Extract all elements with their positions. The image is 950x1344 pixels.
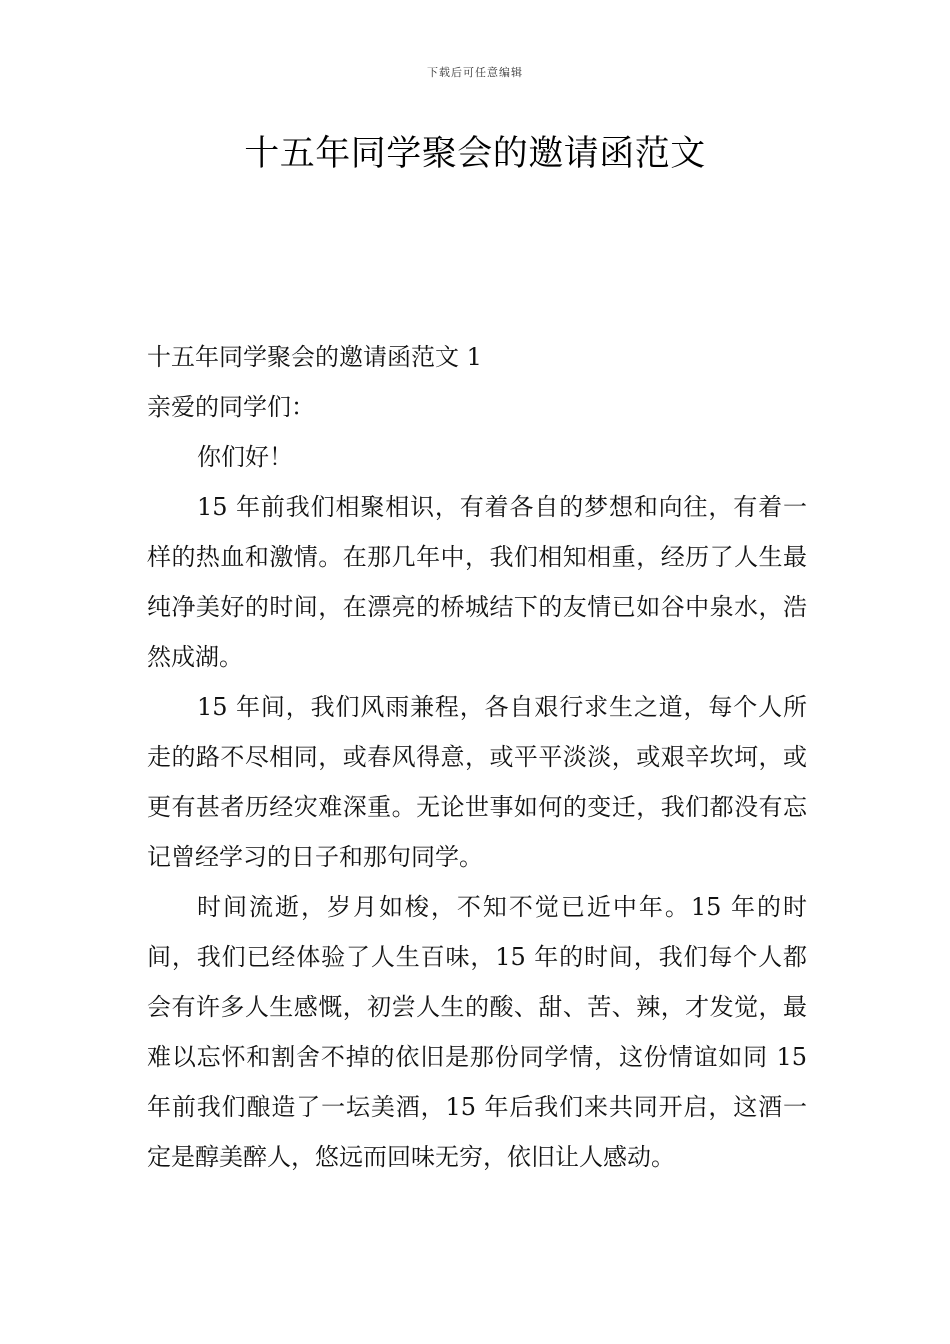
- page-title: 十五年同学聚会的邀请函范文: [244, 134, 706, 174]
- body-paragraph-2: 15 年间，我们风雨兼程，各自艰行求生之道，每个人所走的路不尽相同，或春风得意，或平平淡淡，或艰辛坎坷，或更有甚者历经灾难深重。无论世事如何的变迁，我们都没有忘记曾经学习的日子和那句同学。: [147, 693, 807, 871]
- greeting: 你们好！: [197, 443, 293, 471]
- document-body: [147, 332, 807, 1182]
- body-paragraph-3: 时间流逝，岁月如梭，不知不觉已近中年。15 年的时间，我们已经体验了人生百味，15 年的时间，我们每个人都会有许多人生感慨，初尝人生的酸、甜、苦、辣，才发觉，最难以忘怀和割舍不掉的依旧是那份同学情，这份情谊如同 15 年前我们酿造了一坛美酒，15 年后我们来共同开启，这酒一定是醇美醉人，悠远而回味无穷，依旧让人感动。: [147, 893, 807, 1171]
- header-note: 下载后可任意编辑: [427, 66, 523, 79]
- section-heading: 十五年同学聚会的邀请函范文 1: [147, 343, 482, 371]
- salutation: 亲爱的同学们：: [147, 393, 315, 421]
- body-paragraph-1: 15 年前我们相聚相识，有着各自的梦想和向往，有着一样的热血和激情。在那几年中，我们相知相重，经历了人生最纯净美好的时间，在漂亮的桥城结下的友情已如谷中泉水，浩然成湖。: [147, 493, 807, 671]
